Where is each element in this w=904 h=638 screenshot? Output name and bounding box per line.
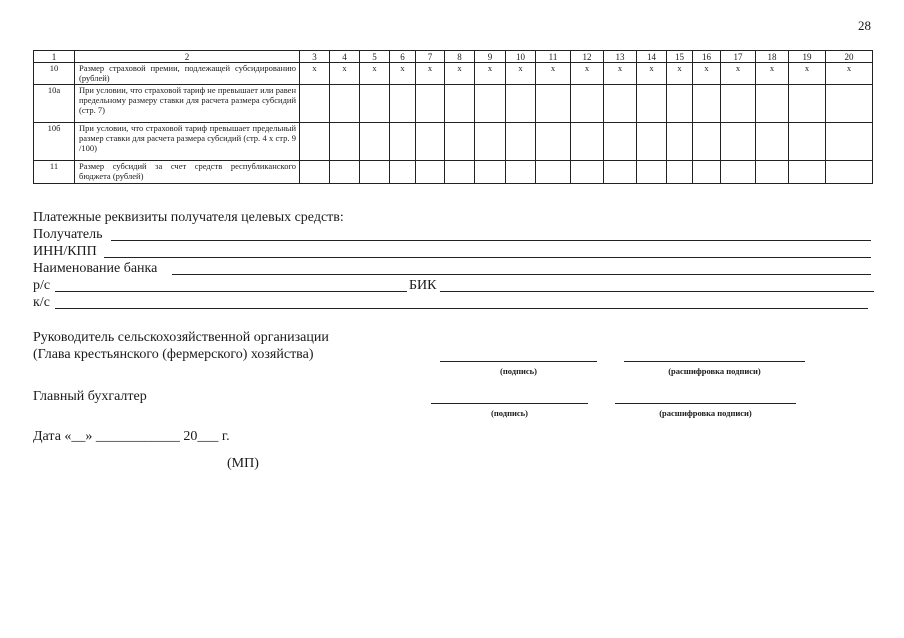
value-cell[interactable]	[789, 123, 826, 161]
value-cell[interactable]	[330, 123, 360, 161]
recipient-field[interactable]	[111, 240, 871, 241]
value-cell[interactable]	[571, 85, 604, 123]
value-cell[interactable]: x	[721, 63, 756, 85]
value-cell[interactable]	[475, 85, 506, 123]
value-cell[interactable]: x	[637, 63, 667, 85]
value-cell[interactable]	[637, 123, 667, 161]
column-number-cell: 5	[360, 51, 390, 63]
value-cell[interactable]	[416, 123, 445, 161]
row-number-cell: 11	[34, 161, 75, 184]
value-cell[interactable]: x	[536, 63, 571, 85]
value-cell[interactable]	[693, 123, 721, 161]
column-number-cell: 20	[826, 51, 873, 63]
column-number-cell: 8	[445, 51, 475, 63]
value-cell[interactable]	[693, 85, 721, 123]
column-number-cell: 12	[571, 51, 604, 63]
corr-account-label: к/с	[33, 295, 50, 310]
value-cell[interactable]	[571, 123, 604, 161]
value-cell[interactable]	[475, 123, 506, 161]
value-cell[interactable]	[360, 123, 390, 161]
account-label: р/с	[33, 278, 51, 293]
value-cell[interactable]	[360, 85, 390, 123]
column-number-cell: 19	[789, 51, 826, 63]
value-cell[interactable]	[300, 85, 330, 123]
column-number-cell: 3	[300, 51, 330, 63]
value-cell[interactable]	[536, 161, 571, 184]
value-cell[interactable]	[826, 161, 873, 184]
head-decode-field[interactable]	[624, 361, 805, 362]
subsidy-table	[33, 50, 873, 184]
table-row	[34, 161, 873, 184]
column-number-cell: 7	[416, 51, 445, 63]
value-cell[interactable]	[390, 161, 416, 184]
value-cell[interactable]	[756, 85, 789, 123]
bank-name-label: Наименование банка	[33, 261, 158, 276]
value-cell[interactable]	[721, 161, 756, 184]
value-cell[interactable]	[506, 161, 536, 184]
table-row	[34, 85, 873, 123]
value-cell[interactable]	[390, 85, 416, 123]
head-title-line1: Руководитель сельскохозяйственной организации	[33, 330, 329, 345]
value-cell[interactable]	[667, 161, 693, 184]
bank-name-field[interactable]	[172, 274, 871, 275]
column-number-cell: 17	[721, 51, 756, 63]
column-number-cell: 16	[693, 51, 721, 63]
accountant-signature-field[interactable]	[431, 403, 588, 404]
value-cell[interactable]	[571, 161, 604, 184]
value-cell[interactable]	[506, 123, 536, 161]
value-cell[interactable]	[506, 85, 536, 123]
value-cell[interactable]	[826, 123, 873, 161]
value-cell[interactable]	[604, 85, 637, 123]
head-decode-caption: (расшифровка подписи)	[668, 366, 761, 376]
value-cell[interactable]: x	[826, 63, 873, 85]
value-cell[interactable]	[445, 123, 475, 161]
accountant-decode-caption: (расшифровка подписи)	[659, 408, 752, 418]
value-cell[interactable]	[756, 161, 789, 184]
value-cell[interactable]: x	[360, 63, 390, 85]
accountant-decode-field[interactable]	[615, 403, 796, 404]
inn-kpp-label: ИНН/КПП	[33, 244, 97, 259]
row-description-cell: Размер субсидий за счет средств республиканского бюджета (рублей)	[75, 161, 300, 184]
value-cell[interactable]	[416, 85, 445, 123]
table-header-row	[34, 51, 873, 63]
column-number-cell: 1	[34, 51, 75, 63]
head-title-line2: (Глава крестьянского (фермерского) хозяйства)	[33, 347, 314, 362]
row-number-cell: 10б	[34, 123, 75, 161]
value-cell[interactable]: x	[330, 63, 360, 85]
row-description-cell: При условии, что страховой тариф не превышает или равен предельному размеру ставки для расчета размера субсидий (стр. 7)	[75, 85, 300, 123]
table-row	[34, 63, 873, 85]
value-cell[interactable]	[416, 161, 445, 184]
requisites-heading: Платежные реквизиты получателя целевых средств:	[33, 210, 344, 225]
value-cell[interactable]	[637, 85, 667, 123]
stamp-label: (МП)	[227, 456, 259, 471]
value-cell[interactable]: x	[604, 63, 637, 85]
column-number-cell: 11	[536, 51, 571, 63]
value-cell[interactable]: x	[693, 63, 721, 85]
accountant-label: Главный бухгалтер	[33, 389, 147, 404]
column-number-cell: 4	[330, 51, 360, 63]
value-cell[interactable]	[721, 123, 756, 161]
value-cell[interactable]	[536, 123, 571, 161]
corr-account-field[interactable]	[55, 308, 868, 309]
row-description-cell: Размер страховой премии, подлежащей субсидированию (рублей)	[75, 63, 300, 85]
value-cell[interactable]	[826, 85, 873, 123]
value-cell[interactable]: x	[789, 63, 826, 85]
value-cell[interactable]	[360, 161, 390, 184]
accountant-signature-caption: (подпись)	[491, 408, 528, 418]
value-cell[interactable]	[667, 85, 693, 123]
date-line[interactable]: Дата «__» ____________ 20___ г.	[33, 429, 230, 444]
recipient-label: Получатель	[33, 227, 103, 242]
row-number-cell: 10	[34, 63, 75, 85]
table-row	[34, 123, 873, 161]
column-number-cell: 14	[637, 51, 667, 63]
value-cell[interactable]: x	[475, 63, 506, 85]
value-cell[interactable]	[445, 161, 475, 184]
value-cell[interactable]	[789, 161, 826, 184]
column-number-cell: 15	[667, 51, 693, 63]
bik-field[interactable]	[440, 291, 874, 292]
row-number-cell: 10а	[34, 85, 75, 123]
value-cell[interactable]	[604, 123, 637, 161]
value-cell[interactable]	[604, 161, 637, 184]
value-cell[interactable]	[445, 85, 475, 123]
bik-label: БИК	[409, 278, 437, 293]
value-cell[interactable]	[637, 161, 667, 184]
value-cell[interactable]	[300, 123, 330, 161]
value-cell[interactable]: x	[416, 63, 445, 85]
value-cell[interactable]	[756, 123, 789, 161]
column-number-cell: 6	[390, 51, 416, 63]
value-cell[interactable]: x	[300, 63, 330, 85]
inn-kpp-field[interactable]	[104, 257, 871, 258]
value-cell[interactable]	[789, 85, 826, 123]
column-number-cell: 2	[75, 51, 300, 63]
value-cell[interactable]	[721, 85, 756, 123]
head-signature-field[interactable]	[440, 361, 597, 362]
column-number-cell: 18	[756, 51, 789, 63]
value-cell[interactable]: x	[667, 63, 693, 85]
value-cell[interactable]	[693, 161, 721, 184]
value-cell[interactable]: x	[506, 63, 536, 85]
row-description-cell: При условии, что страховой тариф превышает предельный размер ставки для расчета размера субсидий (стр. 4 х стр. 9 /100)	[75, 123, 300, 161]
value-cell[interactable]	[330, 85, 360, 123]
account-field[interactable]	[55, 291, 407, 292]
value-cell[interactable]	[475, 161, 506, 184]
value-cell[interactable]	[390, 123, 416, 161]
value-cell[interactable]	[330, 161, 360, 184]
column-number-cell: 13	[604, 51, 637, 63]
value-cell[interactable]	[667, 123, 693, 161]
value-cell[interactable]	[300, 161, 330, 184]
value-cell[interactable]: x	[445, 63, 475, 85]
value-cell[interactable]: x	[390, 63, 416, 85]
value-cell[interactable]: x	[571, 63, 604, 85]
column-number-cell: 9	[475, 51, 506, 63]
value-cell[interactable]: x	[756, 63, 789, 85]
head-signature-caption: (подпись)	[500, 366, 537, 376]
value-cell[interactable]	[536, 85, 571, 123]
column-number-cell: 10	[506, 51, 536, 63]
page-number: 28	[858, 18, 871, 33]
